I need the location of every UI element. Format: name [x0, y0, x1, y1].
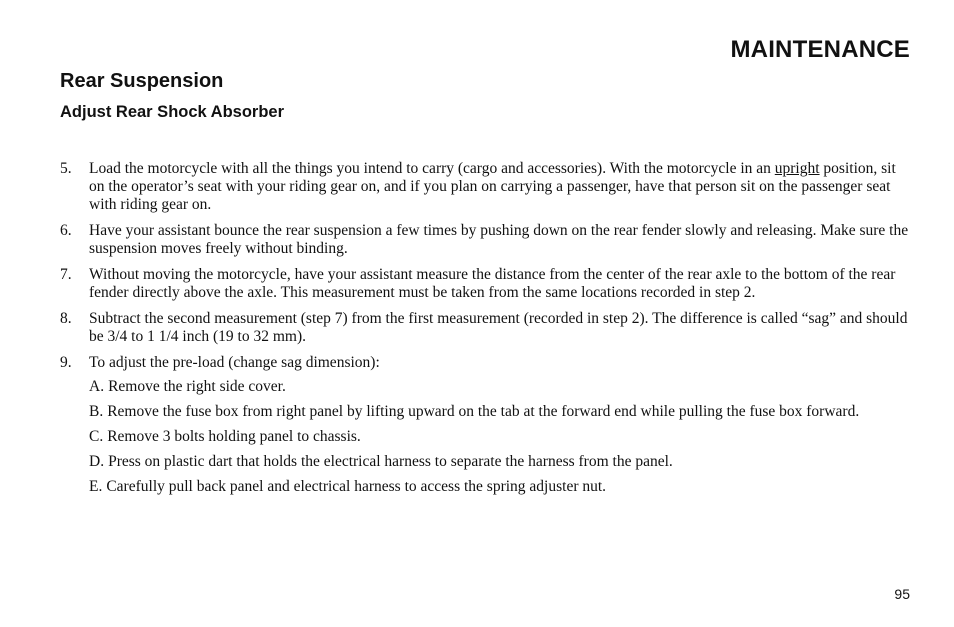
substep-letter: A.	[89, 378, 105, 395]
step-5	[60, 160, 912, 214]
substep-e	[89, 478, 912, 496]
substep-text: Remove the fuse box from right panel by lifting upward on the tab at the forward end while pulling the fuse box forward.	[107, 403, 860, 420]
chapter-title: MAINTENANCE	[730, 36, 910, 63]
substep-text: Remove 3 bolts holding panel to chassis.	[107, 428, 361, 445]
substep-letter: B.	[89, 403, 104, 420]
step-text-part: position, sit on the operator’s seat with your riding gear on, and if you plan on carrying a passenger, have that person sit on the passenger seat with riding gear on.	[89, 160, 896, 213]
step-text: Without moving the motorcycle, have your assistant measure the distance from the center of the rear axle to the bottom of the rear fender directly above the axle. This measurement must be taken from the same locations recorded in step 2.	[89, 266, 896, 301]
step-6	[60, 222, 912, 258]
step-body	[89, 354, 912, 503]
step-text: Have your assistant bounce the rear suspension a few times by pushing down on the rear fender slowly and releasing. Make sure the suspension moves freely without binding.	[89, 222, 909, 257]
substep-letter: D.	[89, 453, 105, 470]
step-8	[60, 310, 912, 346]
substep-c	[89, 428, 912, 446]
substep-letter: E.	[89, 478, 103, 495]
step-text: To adjust the pre-load (change sag dimension):	[89, 354, 380, 371]
substep-d	[89, 453, 912, 471]
step-text	[89, 160, 912, 214]
substeps-list	[89, 378, 912, 496]
substep-text: Remove the right side cover.	[108, 378, 286, 395]
substep-b	[89, 403, 912, 421]
steps-list	[60, 160, 912, 511]
step-number: 7.	[60, 266, 72, 283]
page-number: 95	[894, 586, 910, 602]
step-text-part: Load the motorcycle with all the things you intend to carry (cargo and accessories). With the motorcycle in an	[89, 160, 771, 177]
step-number: 9.	[60, 354, 72, 371]
upright-link[interactable]: upright	[774, 160, 820, 177]
step-7	[60, 266, 912, 302]
step-text: Subtract the second measurement (step 7) from the first measurement (recorded in step 2). The difference is called “sag” and should be 3/4 to 1 1/4 inch (19 to 32 mm).	[89, 310, 908, 345]
step-number: 5.	[60, 160, 72, 177]
substep-a	[89, 378, 912, 396]
step-number: 8.	[60, 310, 72, 327]
substep-text: Press on plastic dart that holds the electrical harness to separate the harness from the panel.	[108, 453, 673, 470]
substep-text: Carefully pull back panel and electrical harness to access the spring adjuster nut.	[106, 478, 607, 495]
substep-letter: C.	[89, 428, 104, 445]
step-9	[60, 354, 912, 503]
subsection-title: Adjust Rear Shock Absorber	[60, 103, 285, 121]
step-number: 6.	[60, 222, 72, 239]
section-title: Rear Suspension	[60, 70, 224, 92]
